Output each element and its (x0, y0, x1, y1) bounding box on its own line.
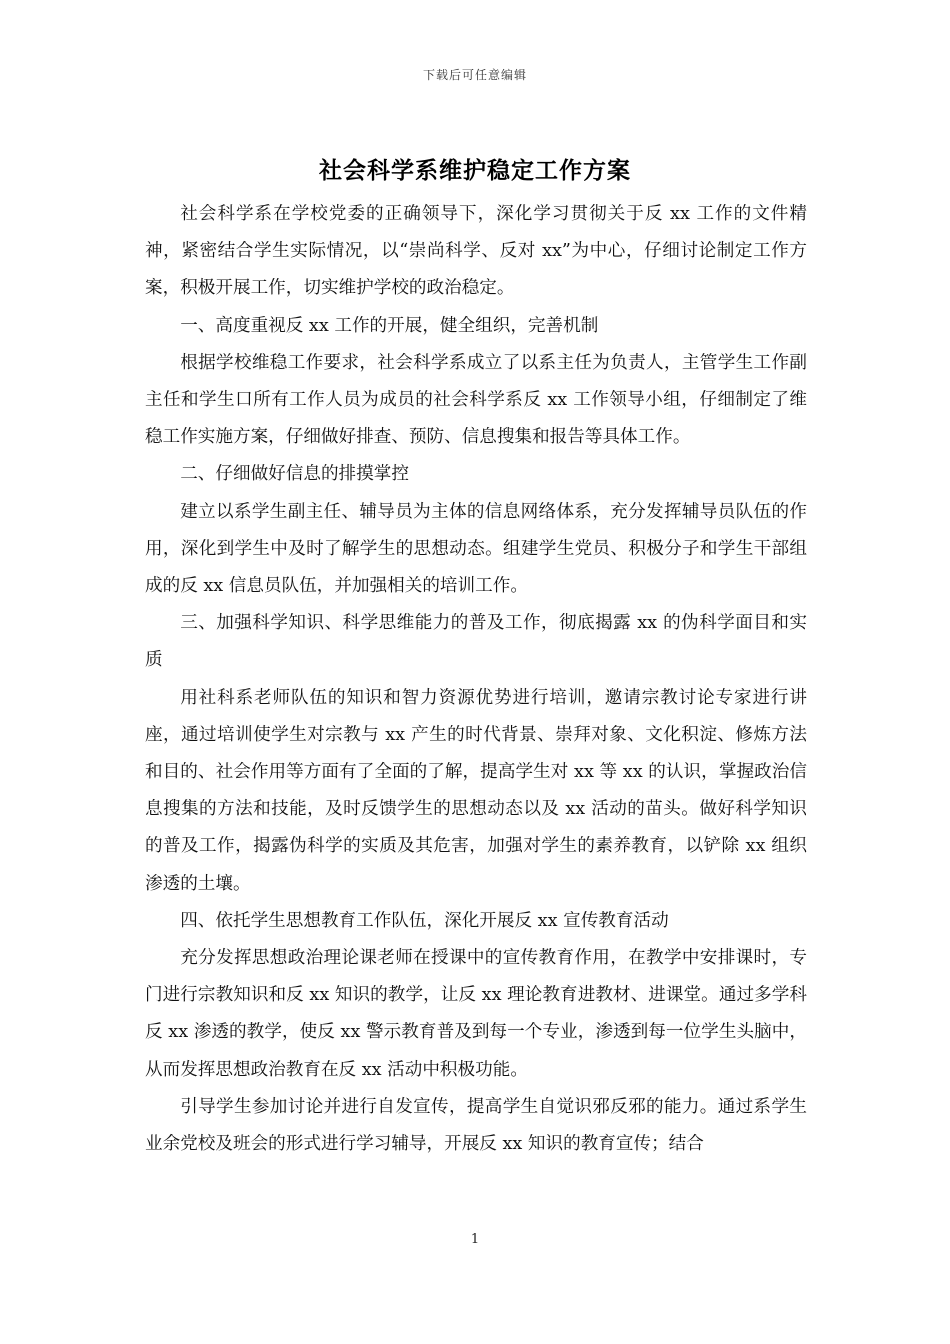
page-number: 1 (470, 1232, 480, 1247)
intro-paragraph: 社会科学系在学校党委的正确领导下，深化学习贯彻关于反 xx 工作的文件精神，紧密结合学生实际情况，以“崇尚科学、反对 xx”为中心，仔细讨论制定工作方案，积极开展工作，切实维护学校的政治稳定。 (145, 204, 807, 299)
section-heading-1: 一、高度重视反 xx 工作的开展，健全组织，完善机制 (180, 315, 599, 336)
header-note: 下载后可任意编辑 (422, 68, 527, 82)
section-paragraph-1: 根据学校维稳工作要求，社会科学系成立了以系主任为负责人，主管学生工作副主任和学生口所有工作人员为成员的社会科学系反 xx 工作领导小组，仔细制定了维稳工作实施方案，仔细做好排查、预防、信息搜集和报告等具体工作。 (145, 352, 807, 448)
section-paragraph-4a: 充分发挥思想政治理论课老师在授课中的宣传教育作用，在教学中安排课时，专门进行宗教知识和反 xx 知识的教学，让反 xx 理论教育进教材、进课堂。通过多学科反 xx 渗透的教学，使反 xx 警示教育普及到每一个专业，渗透到每一位学生头脑中，从而发挥思想政治教育在反 xx 活动中积极功能。 (145, 948, 807, 1080)
section-heading-2: 二、仔细做好信息的排摸掌控 (180, 464, 409, 485)
section-paragraph-3: 用社科系老师队伍的知识和智力资源优势进行培训，邀请宗教讨论专家进行讲座，通过培训使学生对宗教与 xx 产生的时代背景、崇拜对象、文化积淀、修炼方法和目的、社会作用等方面有了全面的了解，提高学生对 xx 等 xx 的认识，掌握政治信息搜集的方法和技能，及时反馈学生的思想动态以及 xx 活动的苗头。做好科学知识的普及工作，揭露伪科学的实质及其危害，加强对学生的素养教育，以铲除 xx 组织渗透的土壤。 (145, 687, 807, 894)
document-title: 社会科学系维护稳定工作方案 (319, 157, 631, 184)
section-heading-4: 四、依托学生思想教育工作队伍，深化开展反 xx 宣传教育活动 (180, 910, 669, 931)
section-paragraph-2: 建立以系学生副主任、辅导员为主体的信息网络体系，充分发挥辅导员队伍的作用，深化到学生中及时了解学生的思想动态。组建学生党员、积极分子和学生干部组成的反 xx 信息员队伍，并加强相关的培训工作。 (145, 501, 807, 597)
section-heading-3: 三、加强科学知识、科学思维能力的普及工作，彻底揭露 xx 的伪科学面目和实质 (145, 613, 807, 671)
section-paragraph-4b: 引导学生参加讨论并进行自发宣传，提高学生自觉识邪反邪的能力。通过系学生业余党校及班会的形式进行学习辅导，开展反 xx 知识的教育宣传；结合 (145, 1096, 807, 1155)
document-body (145, 196, 807, 1163)
